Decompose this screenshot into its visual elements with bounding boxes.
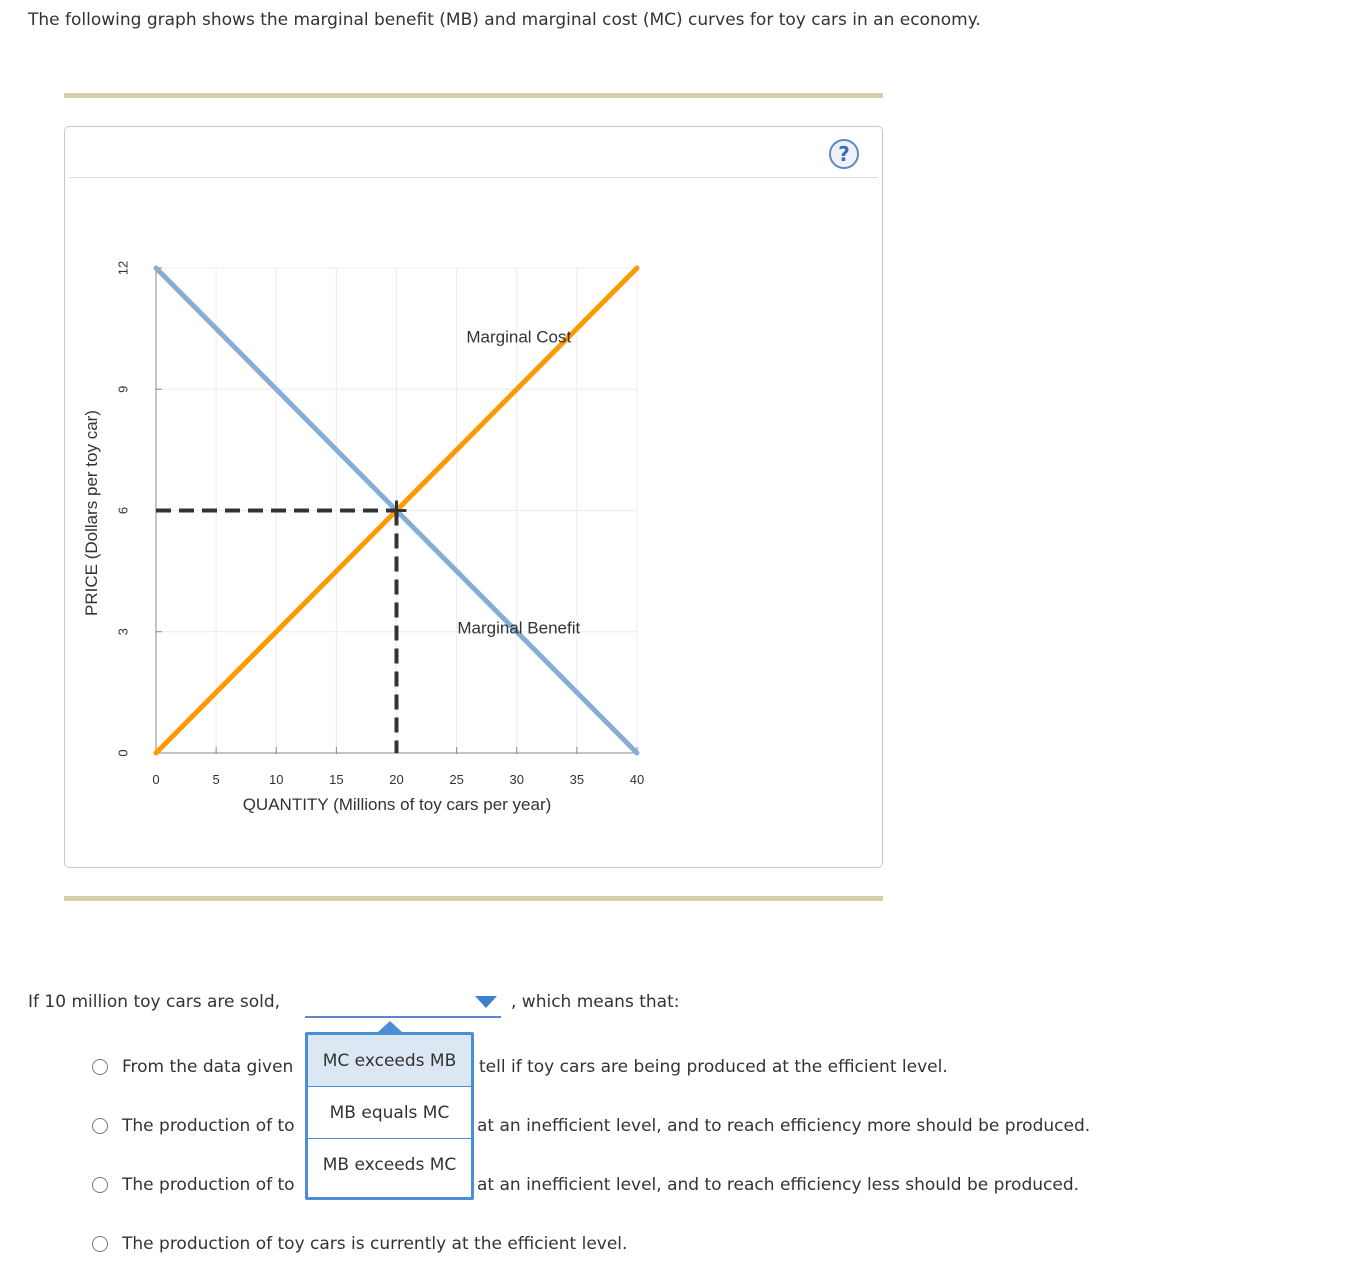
choice-1-text-right: tell if toy cars are being produced at the efficient level. [479, 1057, 948, 1077]
choice-2[interactable] [92, 1116, 295, 1136]
radio-button[interactable] [92, 1118, 108, 1134]
dropdown-menu [305, 1032, 474, 1200]
question-suffix: , which means that: [511, 992, 680, 1012]
radio-button[interactable] [92, 1059, 108, 1075]
x-tick-label: 30 [509, 772, 524, 787]
answer-dropdown[interactable] [305, 990, 501, 1018]
y-tick-label: 9 [115, 385, 131, 393]
x-tick-label: 10 [269, 772, 284, 787]
x-tick-label: 15 [329, 772, 344, 787]
y-tick-label: 12 [115, 260, 131, 276]
radio-button[interactable] [92, 1236, 108, 1252]
question-prefix: If 10 million toy cars are sold, [28, 992, 281, 1012]
dropdown-menu-pointer [378, 1021, 402, 1032]
x-tick-label: 35 [569, 772, 585, 787]
choice-3-text-right: at an inefficient level, and to reach efficiency less should be produced. [477, 1175, 1080, 1195]
choice-4-text: The production of toy cars is currently at the efficient level. [122, 1234, 628, 1254]
radio-button[interactable] [92, 1177, 108, 1193]
marginal-benefit-label: Marginal Benefit [457, 618, 581, 638]
bottom-rule [64, 896, 883, 901]
chevron-down-icon [475, 996, 497, 1008]
intro-text: The following graph shows the marginal benefit (MB) and marginal cost (MC) curves for toy cars in an economy. [28, 10, 981, 30]
help-icon[interactable]: ? [829, 139, 859, 169]
y-tick-label: 0 [115, 749, 131, 757]
choice-3-text: The production of to [122, 1175, 295, 1195]
choice-2-text: The production of to [122, 1116, 295, 1136]
x-tick-label: 5 [212, 772, 220, 787]
dropdown-option-mb-equals-mc[interactable]: MB equals MC [308, 1087, 471, 1139]
choice-3[interactable] [92, 1175, 295, 1195]
x-tick-label: 0 [152, 772, 160, 787]
x-tick-label: 40 [629, 772, 645, 787]
x-tick-label: 20 [389, 772, 404, 787]
x-tick-label: 25 [449, 772, 464, 787]
choice-4[interactable] [92, 1234, 627, 1254]
dropdown-option-mc-exceeds-mb[interactable]: MC exceeds MB [308, 1035, 471, 1087]
choice-1-text: From the data given [122, 1057, 294, 1077]
dropdown-option-mb-exceeds-mc[interactable]: MB exceeds MC [322, 1155, 457, 1175]
choice-2-text-right: at an inefficient level, and to reach efficiency more should be produced. [477, 1116, 1091, 1136]
x-axis-label: QUANTITY (Millions of toy cars per year) [242, 795, 552, 814]
y-tick-label: 6 [115, 506, 131, 515]
choice-1[interactable] [92, 1057, 293, 1077]
y-axis-label: PRICE (Dollars per toy car) [82, 410, 101, 616]
y-tick-label: 3 [115, 628, 131, 636]
marginal-cost-label: Marginal Cost [466, 327, 572, 347]
